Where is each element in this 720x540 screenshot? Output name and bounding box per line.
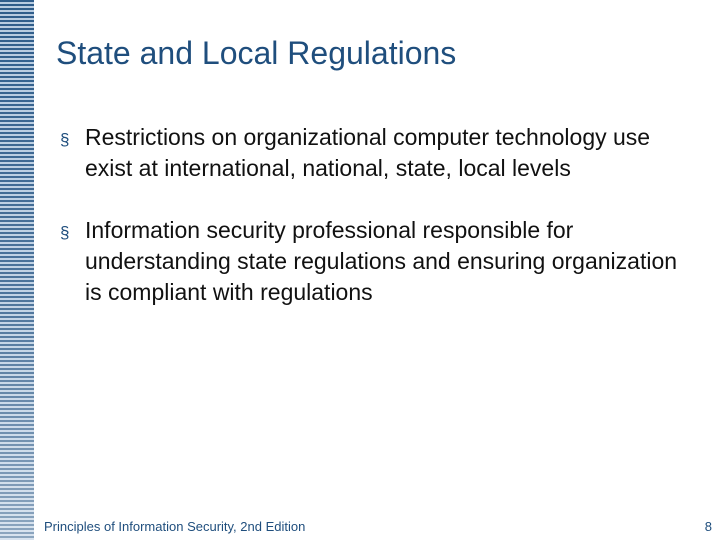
striped-side-bar [0,0,34,540]
slide-title: State and Local Regulations [56,35,457,71]
bullet-list [60,122,680,308]
section-sign-bullet-icon: § [60,223,70,242]
bullet-text: Restrictions on organizational computer technology use exist at international, national, state, local levels [85,124,651,181]
bullet-item [60,215,680,308]
page-number: 8 [704,519,712,534]
section-sign-bullet-icon: § [60,130,70,149]
bullet-text: Information security professional responsible for understanding state regulations and ensuring organization is compliant with regulations [85,217,678,305]
bullet-item [60,122,680,184]
footer-text: Principles of Information Security, 2nd Edition [44,519,306,534]
